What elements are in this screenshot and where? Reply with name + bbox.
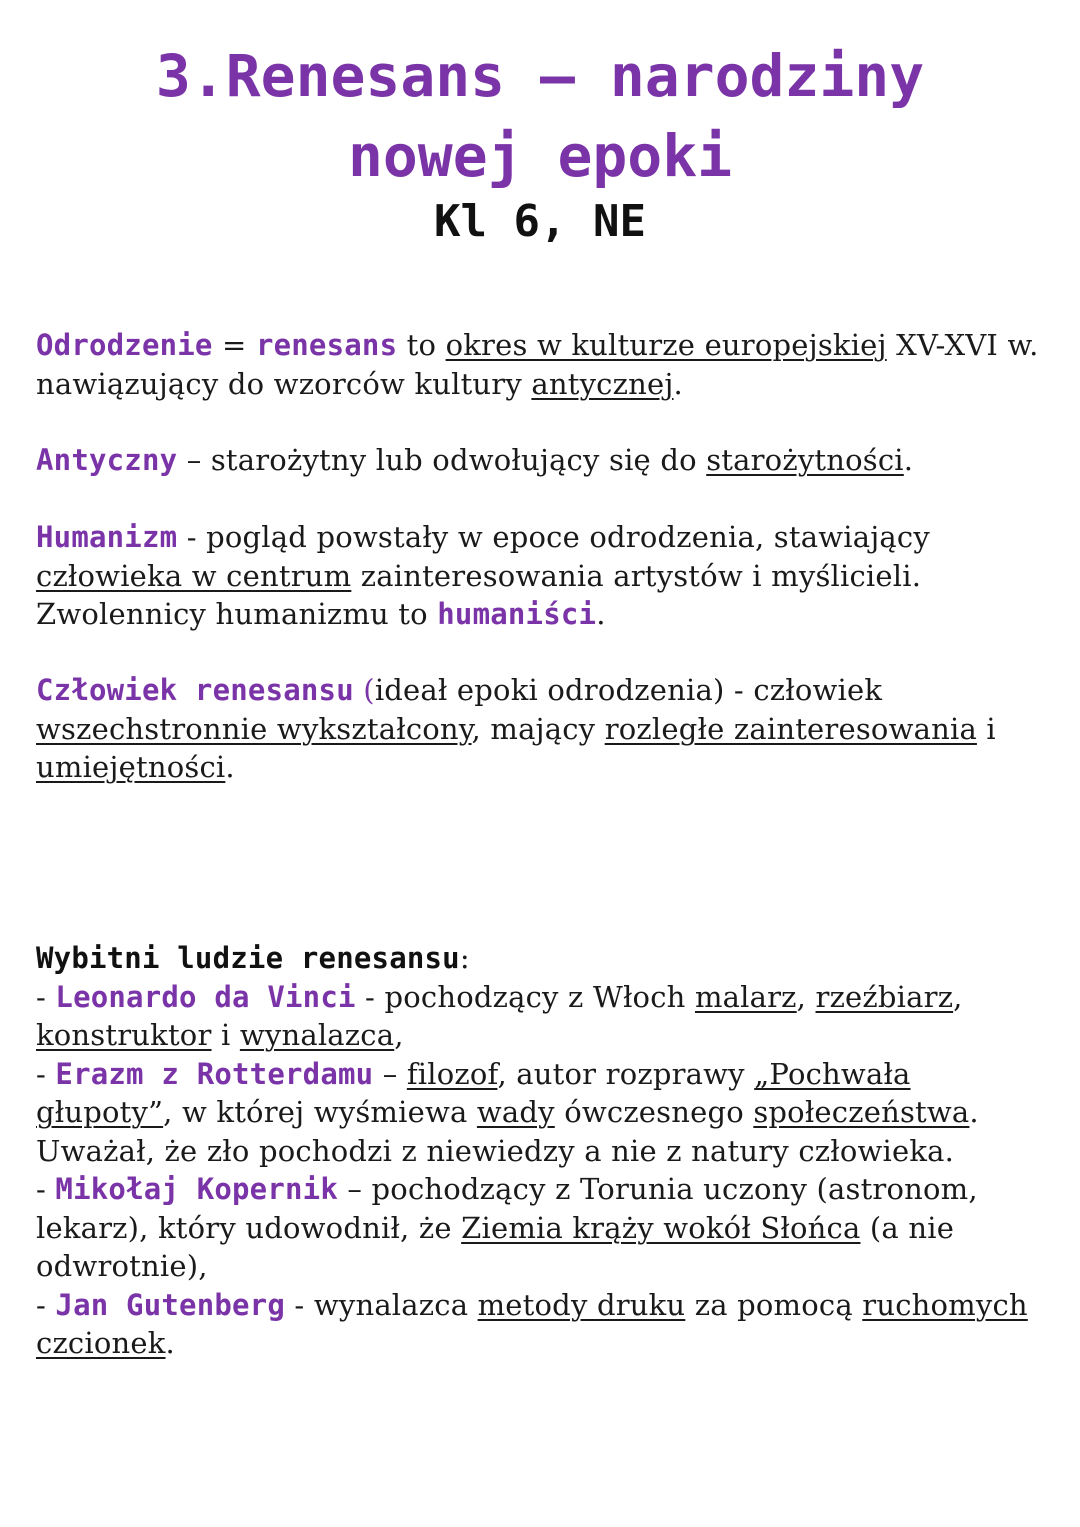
person-name: Erazm z Rotterdamu	[55, 1056, 374, 1091]
underlined-phrase: Ziemia krąży wokół Słońca	[461, 1210, 861, 1245]
people-item-erazm: - Erazm z Rotterdamu – filozof, autor rozprawy „Pochwała głupoty”, w której wyśmiewa wady ówczesnego społeczeństwa. Uważał, że zło pochodzi z niewiedzy a nie z natury człowieka.	[36, 1056, 979, 1168]
underlined-phrase: „Pochwała głupoty”	[36, 1056, 911, 1129]
title-line-2: nowej epoki	[347, 122, 733, 190]
underlined-phrase: okres w kulturze europejskiej	[445, 328, 887, 362]
underlined-phrase: rzeźbiarz	[815, 979, 954, 1014]
term-czlowiek-renesansu: Człowiek renesansu	[36, 673, 354, 707]
people-heading: Wybitni ludzie renesansu	[36, 941, 460, 975]
people-section: Wybitni ludzie renesansu: - Leonardo da Vinci - pochodzący z Włoch malarz, rzeźbiarz, konstruktor i wynalazca, - Erazm z Rotterdamu – filozof, autor rozprawy „Pochwała głupoty”, w której wyśmiewa wady ówczesnego społeczeństwa. Uważał, że zło pochodzi z niewiedzy a nie z natury człowieka. - Mikołaj Kopernik – pochodzący z Torunia uczony (astronom, lekarz), który udowodnił, że Ziemia krąży wokół Słońca (a nie odwrotnie), - Jan Gutenberg - wynalazca metody druku za pomocą ruchomych czcionek.	[36, 941, 1028, 1360]
person-name: Leonardo da Vinci	[55, 979, 356, 1014]
underlined-phrase: konstruktor	[36, 1018, 212, 1052]
definition-humanizm: Humanizm - pogląd powstały w epoce odrodzenia, stawiający człowieka w centrum zainteresowania artystów i myślicieli. Zwolennicy humanizmu to humaniści.	[36, 520, 930, 631]
people-item-leonardo: - Leonardo da Vinci - pochodzący z Włoch malarz, rzeźbiarz, konstruktor i wynalazca,	[36, 979, 963, 1052]
page-subtitle: Kl 6, NE	[434, 196, 646, 247]
term-renesans: renesans	[255, 328, 398, 362]
underlined-phrase: wynalazca	[239, 1018, 395, 1052]
term-antyczny: Antyczny	[36, 443, 178, 477]
people-item-kopernik: - Mikołaj Kopernik – pochodzący z Torunia uczony (astronom, lekarz), który udowodnił, że Ziemia krąży wokół Słońca (a nie odwrotnie),	[36, 1172, 978, 1283]
term-humanizm: Humanizm	[36, 520, 178, 554]
underlined-phrase: człowieka w centrum	[36, 558, 352, 593]
person-name: Mikołaj Kopernik	[55, 1172, 338, 1206]
underlined-phrase: społeczeństwa	[753, 1095, 970, 1129]
page-title	[0, 36, 1080, 196]
people-item-gutenberg: - Jan Gutenberg - wynalazca metody druku za pomocą ruchomych czcionek.	[36, 1287, 1028, 1360]
underlined-phrase: ruchomych czcionek	[36, 1287, 1028, 1360]
underlined-phrase: filozof	[406, 1056, 498, 1091]
underlined-phrase: wszechstronnie wykształcony	[36, 711, 472, 746]
underlined-phrase: metody druku	[477, 1287, 686, 1322]
underlined-phrase: wady	[476, 1095, 555, 1129]
underlined-phrase: starożytności	[706, 443, 904, 477]
underlined-phrase: rozległe zainteresowania	[604, 711, 977, 746]
person-name: Jan Gutenberg	[55, 1287, 285, 1322]
underlined-phrase: antycznej	[531, 366, 674, 401]
underlined-phrase: malarz	[694, 979, 797, 1014]
title-line-1: 3.Renesans – narodziny	[155, 42, 925, 110]
definition-czlowiek-renesansu: Człowiek renesansu (ideał epoki odrodzenia) - człowiek wszechstronnie wykształcony, mający rozległe zainteresowania i umiejętności.	[36, 673, 996, 784]
definition-odrodzenie: Odrodzenie = renesans to okres w kulturze europejskiej XV-XVI w. nawiązujący do wzorców kultury antycznej.	[36, 328, 1039, 401]
term-humanisci: humaniści	[437, 597, 597, 631]
term-odrodzenie: Odrodzenie	[36, 328, 213, 362]
underlined-phrase: umiejętności	[36, 750, 226, 784]
definition-antyczny: Antyczny – starożytny lub odwołujący się do starożytności.	[36, 443, 914, 477]
